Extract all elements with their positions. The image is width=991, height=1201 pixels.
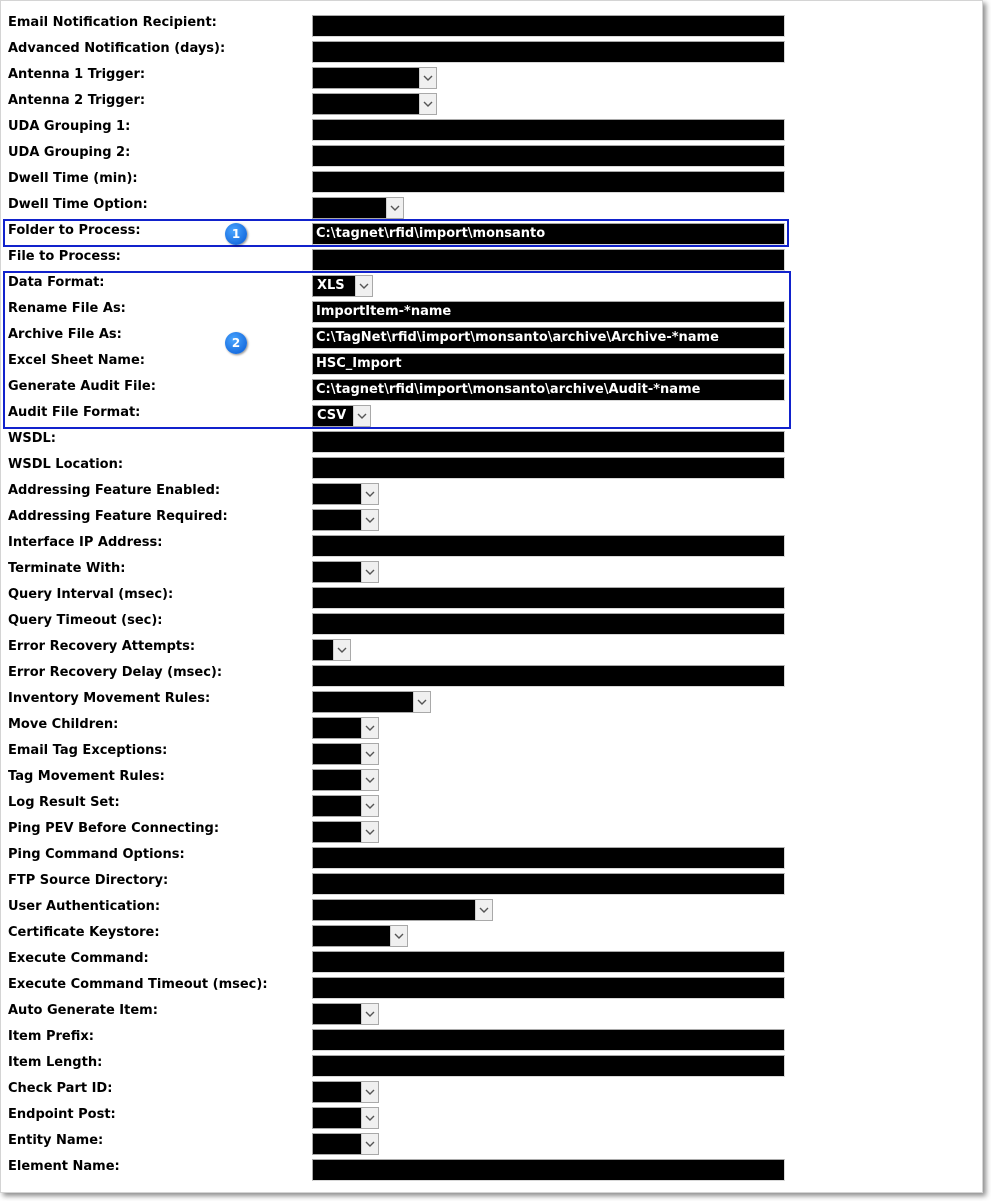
excel-sheet-name-value: HSC_Import (316, 356, 402, 371)
folder-to-process-label: Folder to Process: (8, 223, 141, 238)
generate-audit-file-input[interactable] (312, 379, 785, 401)
element-name-label: Element Name: (8, 1159, 120, 1174)
query-interval-msec-input[interactable] (312, 587, 785, 609)
ping-pev-before-connecting-label: Ping PEV Before Connecting: (8, 821, 220, 836)
data-format-select[interactable] (312, 275, 373, 297)
audit-file-format-selected-value: CSV (317, 408, 347, 423)
data-format-label: Data Format: (8, 275, 105, 290)
advanced-notification-days-label: Advanced Notification (days): (8, 41, 226, 56)
chevron-down-icon[interactable] (361, 1134, 378, 1154)
chevron-down-icon[interactable] (419, 94, 436, 114)
row-archive-file-as (1, 326, 982, 352)
tag-movement-rules-select[interactable] (312, 769, 379, 791)
terminate-with-select[interactable] (312, 561, 379, 583)
row-tag-movement-rules (1, 768, 982, 794)
dwell-time-option-label: Dwell Time Option: (8, 197, 148, 212)
email-tag-exceptions-select[interactable] (312, 743, 379, 765)
excel-sheet-name-label: Excel Sheet Name: (8, 353, 145, 368)
ftp-source-directory-input[interactable] (312, 873, 785, 895)
query-interval-msec-label: Query Interval (msec): (8, 587, 174, 602)
addressing-feature-enabled-label: Addressing Feature Enabled: (8, 483, 221, 498)
terminate-with-label: Terminate With: (8, 561, 126, 576)
chevron-down-icon[interactable] (361, 744, 378, 764)
chevron-down-icon[interactable] (361, 770, 378, 790)
chevron-down-icon[interactable] (361, 1082, 378, 1102)
row-query-interval-msec (1, 586, 982, 612)
wsdl-input[interactable] (312, 431, 785, 453)
row-excel-sheet-name (1, 352, 982, 378)
log-result-set-select[interactable] (312, 795, 379, 817)
email-tag-exceptions-label: Email Tag Exceptions: (8, 743, 168, 758)
data-format-selected-value: XLS (317, 278, 345, 293)
email-notification-recipient-label: Email Notification Recipient: (8, 15, 217, 30)
item-prefix-input[interactable] (312, 1029, 785, 1051)
row-antenna-1-trigger (1, 66, 982, 92)
row-addressing-feature-required (1, 508, 982, 534)
ping-pev-before-connecting-select[interactable] (312, 821, 379, 843)
chevron-down-icon[interactable] (361, 484, 378, 504)
error-recovery-attempts-select[interactable] (312, 639, 351, 661)
folder-to-process-input[interactable] (312, 223, 785, 245)
row-uda-grouping-1 (1, 118, 982, 144)
uda-grouping-1-input[interactable] (312, 119, 785, 141)
certificate-keystore-select[interactable] (312, 925, 408, 947)
archive-file-as-input[interactable] (312, 327, 785, 349)
rename-file-as-input[interactable] (312, 301, 785, 323)
row-rename-file-as (1, 300, 982, 326)
row-log-result-set (1, 794, 982, 820)
addressing-feature-required-label: Addressing Feature Required: (8, 509, 228, 524)
move-children-select[interactable] (312, 717, 379, 739)
row-wsdl (1, 430, 982, 456)
chevron-down-icon[interactable] (390, 926, 407, 946)
excel-sheet-name-input[interactable] (312, 353, 785, 375)
auto-generate-item-label: Auto Generate Item: (8, 1003, 158, 1018)
row-data-format (1, 274, 982, 300)
row-element-name (1, 1158, 982, 1184)
user-authentication-select[interactable] (312, 899, 493, 921)
email-notification-recipient-input[interactable] (312, 15, 785, 37)
row-folder-to-process (1, 222, 982, 248)
uda-grouping-2-label: UDA Grouping 2: (8, 145, 131, 160)
execute-command-timeout-msec-label: Execute Command Timeout (msec): (8, 977, 268, 992)
row-execute-command (1, 950, 982, 976)
dwell-time-min-label: Dwell Time (min): (8, 171, 138, 186)
archive-file-as-value: C:\TagNet\rfid\import\monsanto\archive\Archive-*name (316, 330, 719, 345)
rename-file-as-label: Rename File As: (8, 301, 126, 316)
row-endpoint-post (1, 1106, 982, 1132)
chevron-down-icon[interactable] (475, 900, 492, 920)
uda-grouping-2-input[interactable] (312, 145, 785, 167)
tag-movement-rules-label: Tag Movement Rules: (8, 769, 165, 784)
row-dwell-time-min (1, 170, 982, 196)
row-wsdl-location (1, 456, 982, 482)
generate-audit-file-value: C:\tagnet\rfid\import\monsanto\archive\Audit-*name (316, 382, 701, 397)
check-part-id-select[interactable] (312, 1081, 379, 1103)
certificate-keystore-label: Certificate Keystore: (8, 925, 160, 940)
row-check-part-id (1, 1080, 982, 1106)
row-execute-command-timeout-msec (1, 976, 982, 1002)
row-file-to-process (1, 248, 982, 274)
file-to-process-label: File to Process: (8, 249, 121, 264)
chevron-down-icon[interactable] (361, 822, 378, 842)
audit-file-format-select[interactable] (312, 405, 371, 427)
addressing-feature-required-select[interactable] (312, 509, 379, 531)
chevron-down-icon[interactable] (361, 1004, 378, 1024)
row-audit-file-format (1, 404, 982, 430)
rename-file-as-value: ImportItem-*name (316, 304, 452, 319)
chevron-down-icon[interactable] (333, 640, 350, 660)
execute-command-label: Execute Command: (8, 951, 149, 966)
folder-to-process-value: C:\tagnet\rfid\import\monsanto (316, 226, 546, 241)
check-part-id-label: Check Part ID: (8, 1081, 113, 1096)
error-recovery-delay-msec-label: Error Recovery Delay (msec): (8, 665, 223, 680)
move-children-label: Move Children: (8, 717, 119, 732)
row-query-timeout-sec (1, 612, 982, 638)
row-advanced-notification-days (1, 40, 982, 66)
audit-file-format-label: Audit File Format: (8, 405, 141, 420)
row-email-notification-recipient (1, 14, 982, 40)
antenna-1-trigger-label: Antenna 1 Trigger: (8, 67, 146, 82)
inventory-movement-rules-label: Inventory Movement Rules: (8, 691, 211, 706)
row-item-length (1, 1054, 982, 1080)
endpoint-post-label: Endpoint Post: (8, 1107, 116, 1122)
entity-name-label: Entity Name: (8, 1133, 104, 1148)
archive-file-as-label: Archive File As: (8, 327, 122, 342)
row-generate-audit-file (1, 378, 982, 404)
chevron-down-icon[interactable] (386, 198, 403, 218)
item-length-input[interactable] (312, 1055, 785, 1077)
row-error-recovery-attempts (1, 638, 982, 664)
chevron-down-icon[interactable] (353, 406, 370, 426)
row-entity-name (1, 1132, 982, 1158)
row-ping-pev-before-connecting (1, 820, 982, 846)
row-user-authentication (1, 898, 982, 924)
user-authentication-label: User Authentication: (8, 899, 161, 914)
ping-command-options-label: Ping Command Options: (8, 847, 185, 862)
execute-command-timeout-msec-input[interactable] (312, 977, 785, 999)
row-move-children (1, 716, 982, 742)
callout-badge-1: 1 (225, 223, 247, 245)
advanced-notification-days-input[interactable] (312, 41, 785, 63)
row-antenna-2-trigger (1, 92, 982, 118)
ftp-source-directory-label: FTP Source Directory: (8, 873, 169, 888)
execute-command-input[interactable] (312, 951, 785, 973)
row-terminate-with (1, 560, 982, 586)
query-timeout-sec-input[interactable] (312, 613, 785, 635)
error-recovery-delay-msec-input[interactable] (312, 665, 785, 687)
auto-generate-item-select[interactable] (312, 1003, 379, 1025)
chevron-down-icon[interactable] (355, 276, 372, 296)
wsdl-location-input[interactable] (312, 457, 785, 479)
row-error-recovery-delay-msec (1, 664, 982, 690)
inventory-movement-rules-select[interactable] (312, 691, 431, 713)
row-certificate-keystore (1, 924, 982, 950)
row-addressing-feature-enabled (1, 482, 982, 508)
row-inventory-movement-rules (1, 690, 982, 716)
callout-badge-2: 2 (225, 332, 247, 354)
row-auto-generate-item (1, 1002, 982, 1028)
chevron-down-icon[interactable] (361, 510, 378, 530)
antenna-1-trigger-select[interactable] (312, 67, 437, 89)
item-length-label: Item Length: (8, 1055, 103, 1070)
dwell-time-min-input[interactable] (312, 171, 785, 193)
antenna-2-trigger-label: Antenna 2 Trigger: (8, 93, 146, 108)
file-to-process-input[interactable] (312, 249, 785, 271)
error-recovery-attempts-label: Error Recovery Attempts: (8, 639, 196, 654)
row-dwell-time-option (1, 196, 982, 222)
row-email-tag-exceptions (1, 742, 982, 768)
item-prefix-label: Item Prefix: (8, 1029, 94, 1044)
dwell-time-option-select[interactable] (312, 197, 404, 219)
interface-ip-address-label: Interface IP Address: (8, 535, 163, 550)
chevron-down-icon[interactable] (361, 562, 378, 582)
ping-command-options-input[interactable] (312, 847, 785, 869)
log-result-set-label: Log Result Set: (8, 795, 120, 810)
row-interface-ip-address (1, 534, 982, 560)
chevron-down-icon[interactable] (419, 68, 436, 88)
generate-audit-file-label: Generate Audit File: (8, 379, 156, 394)
query-timeout-sec-label: Query Timeout (sec): (8, 613, 163, 628)
chevron-down-icon[interactable] (361, 718, 378, 738)
addressing-feature-enabled-select[interactable] (312, 483, 379, 505)
entity-name-select[interactable] (312, 1133, 379, 1155)
element-name-input[interactable] (312, 1159, 785, 1181)
uda-grouping-1-label: UDA Grouping 1: (8, 119, 131, 134)
chevron-down-icon[interactable] (413, 692, 430, 712)
row-item-prefix (1, 1028, 982, 1054)
chevron-down-icon[interactable] (361, 1108, 378, 1128)
interface-ip-address-input[interactable] (312, 535, 785, 557)
chevron-down-icon[interactable] (361, 796, 378, 816)
row-ftp-source-directory (1, 872, 982, 898)
wsdl-location-label: WSDL Location: (8, 457, 124, 472)
endpoint-post-select[interactable] (312, 1107, 379, 1129)
antenna-2-trigger-select[interactable] (312, 93, 437, 115)
row-ping-command-options (1, 846, 982, 872)
wsdl-label: WSDL: (8, 431, 56, 446)
row-uda-grouping-2 (1, 144, 982, 170)
